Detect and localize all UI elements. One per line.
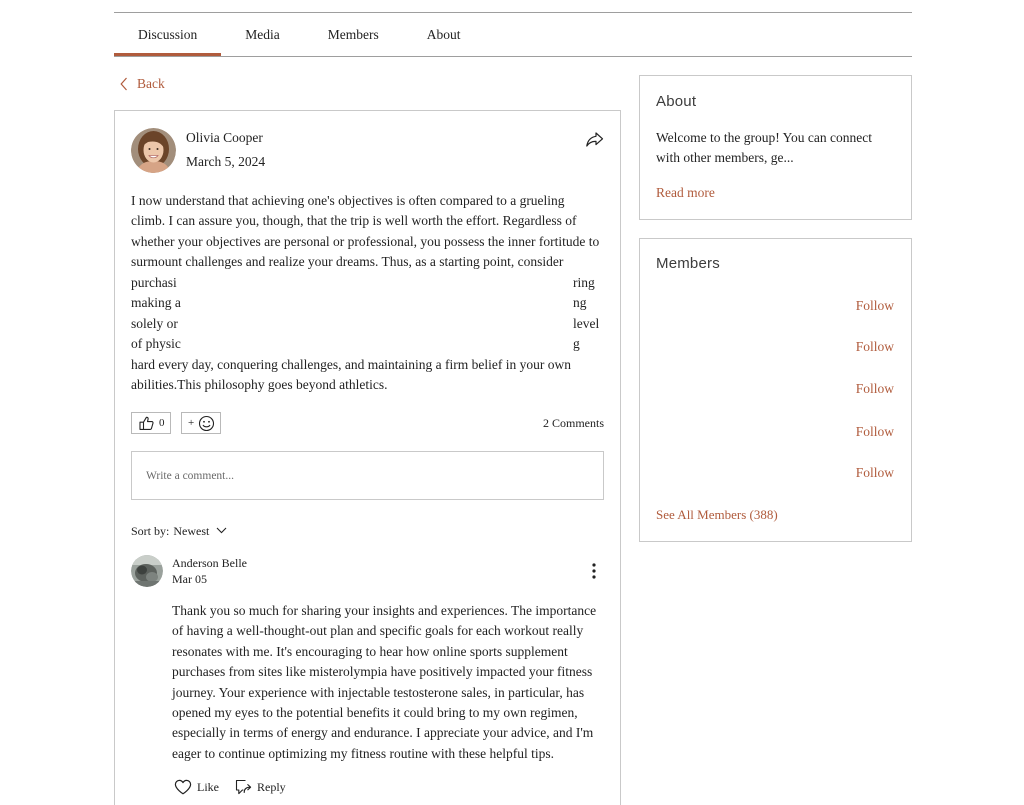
comment-box[interactable] (131, 451, 604, 500)
post-body-line (131, 211, 611, 231)
tab-media[interactable] (221, 13, 304, 56)
chevron-left-icon (120, 77, 128, 91)
post-body-line (131, 252, 611, 272)
post-body-line (131, 293, 611, 313)
tab-members[interactable] (304, 13, 403, 56)
comment-line: Thank you so much for sharing your insights and experiences. The importance (172, 603, 597, 618)
active-tab-indicator (114, 53, 221, 56)
tab-label: Discussion (138, 27, 198, 42)
post-body-line (131, 191, 611, 211)
tab-label: Media (245, 27, 280, 42)
post-body-line (131, 375, 611, 395)
post-text: hard every day, conquering challenges, and maintaining a firm belief in your own (131, 356, 571, 372)
post-text: making a (131, 295, 181, 311)
like-label: Like (197, 780, 219, 794)
tab-label: Members (327, 27, 379, 42)
post-text-tail: level (573, 315, 600, 331)
about-card-title: About (656, 93, 697, 110)
comment-line: eager to continue optimizing my fitness routine with these helpful tips. (172, 745, 555, 761)
comment-menu-button[interactable] (590, 562, 598, 580)
add-reaction-button[interactable] (181, 412, 221, 434)
post-text: abilities.This philosophy goes beyond athletics. (131, 376, 388, 392)
post-author-name[interactable]: Olivia Cooper (186, 130, 263, 145)
post-text: surmount challenges and realize your dreams. Thus, as a starting point, consider (131, 254, 564, 270)
chevron-down-icon (216, 527, 227, 534)
post-body-line (131, 355, 611, 375)
tab-label: About (426, 27, 461, 42)
post-text: I now understand that achieving one's objectives is often compared to a grueling (131, 193, 565, 208)
comment-body (172, 601, 612, 764)
post-body-line (131, 314, 611, 334)
sort-dropdown[interactable] (131, 521, 227, 541)
post-body (131, 191, 611, 395)
comment-line: resonates with me. It's encouraging to hear how online sports supplement (172, 643, 568, 659)
back-label: Back (137, 76, 165, 91)
like-count: 0 (159, 417, 165, 429)
comment-input[interactable] (132, 452, 603, 499)
comment-line: of having a well-thought-out plan and specific goals for each workout really (172, 623, 584, 639)
thumbs-up-icon (138, 415, 155, 432)
tab-discussion[interactable] (114, 13, 221, 56)
comments-count[interactable]: 2 Comments (542, 416, 604, 430)
post-text: whether your objectives are personal or professional, you possess the inner fortitude to (131, 233, 600, 249)
members-card-title: Members (656, 255, 720, 272)
sort-label: Sort by: (131, 524, 170, 538)
group-tabs (114, 13, 485, 56)
post-text: purchasi (131, 274, 177, 290)
post-text: climb. I can assure you, though, that the trip is well worth the effort. Regardless of (131, 213, 577, 229)
follow-button[interactable]: Follow (855, 424, 894, 439)
add-reaction-plus: + (188, 417, 195, 429)
like-reaction-button[interactable] (131, 412, 171, 434)
smiley-icon (198, 415, 215, 432)
post-text-tail: g (573, 336, 580, 352)
commenter-avatar[interactable] (131, 555, 163, 587)
post-body-line (131, 334, 611, 354)
comment-date: Mar 05 (172, 572, 207, 586)
about-description: Welcome to the group! You can connect with other members, ge... (656, 130, 872, 165)
comment-line: especially in terms of energy and endurance. I appreciate your advice, and I'm (172, 725, 594, 741)
sort-value: Newest (173, 524, 210, 538)
tabbar-bottom-divider (114, 56, 912, 57)
comment-line: journey. Your experience with injectable testosterone sales, in particular, has (172, 684, 585, 700)
comment-reply-button[interactable] (235, 779, 289, 795)
back-link[interactable] (114, 74, 174, 94)
follow-button[interactable]: Follow (855, 339, 894, 354)
post-text: solely or (131, 315, 178, 331)
comment-line: opened my eyes to the potential benefits it could bring to my own regimen, (172, 704, 578, 720)
follow-button[interactable]: Follow (855, 381, 894, 396)
share-icon (585, 131, 604, 148)
post-body-line (131, 273, 611, 293)
tab-about[interactable] (403, 13, 485, 56)
read-more-link[interactable]: Read more (656, 185, 715, 200)
more-vertical-icon (590, 562, 598, 580)
reply-icon (235, 779, 253, 795)
post-text-tail: ring (573, 274, 595, 290)
post-date: March 5, 2024 (186, 154, 266, 169)
author-avatar[interactable] (131, 128, 176, 173)
post-text-tail: ng (573, 295, 587, 311)
comment-like-button[interactable] (174, 779, 222, 795)
heart-icon (174, 779, 192, 795)
see-all-members-link[interactable]: See All Members (388) (656, 507, 778, 522)
follow-button[interactable]: Follow (855, 465, 894, 480)
reply-label: Reply (257, 780, 286, 794)
post-text: of physic (131, 336, 181, 352)
share-button[interactable] (585, 131, 604, 148)
comment-line: purchases from sites like misterolympia have positively impacted your fitness (172, 664, 593, 680)
comment-author-name[interactable]: Anderson Belle (172, 556, 247, 570)
post-body-line (131, 232, 611, 252)
follow-button[interactable]: Follow (855, 298, 894, 313)
